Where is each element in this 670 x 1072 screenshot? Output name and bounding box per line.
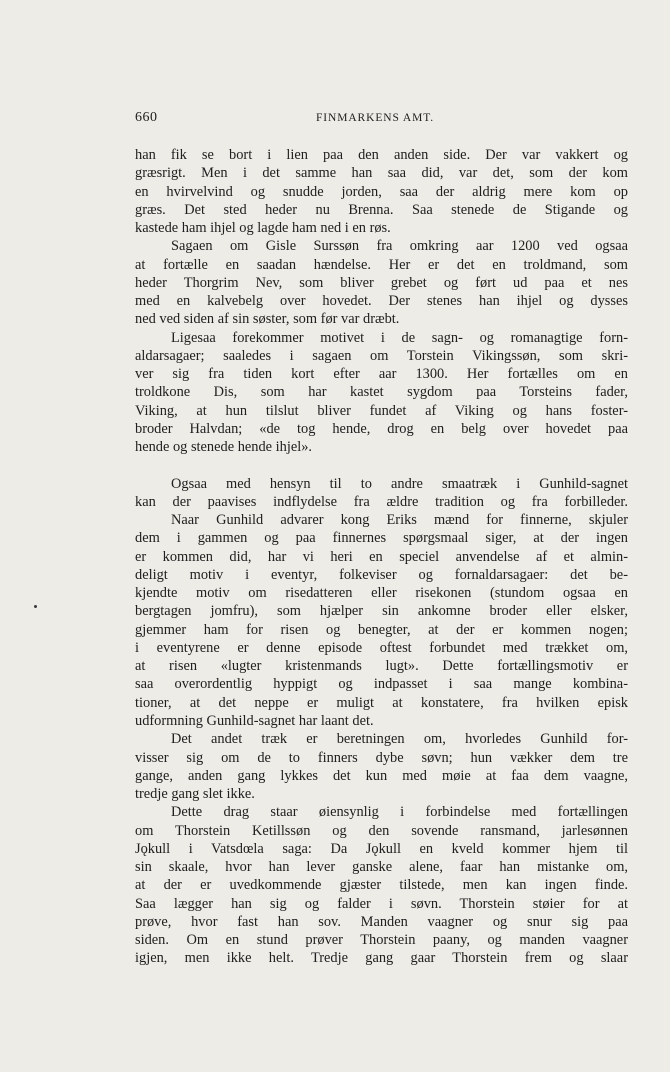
text-line: gjemmer ham for risen og benegter, at der er kommen nogen; (135, 621, 628, 638)
text-line: siden. Om en stund prøver Thorstein paany, og manden vaagner (135, 932, 628, 949)
text-line: heder Thorgrim Nev, som bliver grebet og ført ud paa et nes (135, 274, 628, 291)
text-line: i eventyrene er denne episode oftest forbundet med trækket om, (135, 639, 628, 656)
paragraph (135, 329, 628, 457)
text-line: at risen «lugter kristenmands lugt». Dette fortællingsmotiv er (135, 658, 628, 675)
body-text (135, 146, 628, 968)
paper-speck (34, 605, 37, 608)
text-line: deligt motiv i eventyr, folkeviser og fornaldarsagaer: det be- (135, 566, 628, 583)
text-line: tredje gang slet ikke. (135, 786, 255, 803)
text-line: visser sig om de to finners dybe søvn; hun vækker dem tre (135, 749, 628, 766)
text-line: troldkone Dis, som har kastet sygdom paa Torsteins fader, (135, 384, 628, 401)
paragraph (135, 511, 628, 730)
text-line: hende og stenede hende ihjel». (135, 439, 313, 456)
paragraph (135, 475, 628, 512)
running-title: FINMARKENS AMT. (316, 112, 435, 124)
text-line: Dette drag staar øiensynlig i forbindelse med fortællingen (171, 804, 628, 821)
text-line: Saa lægger han sig og falder i søvn. Thorstein støier for at (135, 895, 628, 912)
text-line: græsrigt. Men i det samme han saa did, var det, som der kom (135, 165, 628, 182)
text-line: saa overordentlig hyppigt og indpasset i saa mange kombina- (135, 676, 628, 693)
text-line: Naar Gunhild advarer kong Eriks mænd for finnerne, skjuler (171, 512, 628, 529)
text-line: igjen, men ikke helt. Tredje gang gaar Thorstein frem og slaar (135, 950, 628, 967)
paragraph (135, 146, 628, 237)
text-line: er kommen did, har vi heri en speciel anvendelse af et almin- (135, 548, 628, 565)
text-line: med en kalvebelg over hovedet. Der stenes han ihjel og dysses (135, 293, 628, 310)
text-line: ver sig fra tiden kort efter aar 1300. Her fortælles om en (135, 366, 628, 383)
text-line: aldarsagaer; saaledes i sagaen om Torstein Vikingssøn, som skri- (135, 347, 628, 364)
text-line: broder Halvdan; «de tog hende, drog en belg over hovedet paa (135, 420, 628, 437)
text-line: bergtagen jomfru), som hjælper sin ankomne broder eller elsker, (135, 603, 628, 620)
text-line: græs. Det sted heder nu Brenna. Saa stenede de Stigande og (135, 201, 628, 218)
text-line: kastede ham ihjel og lagde ham ned i en røs. (135, 220, 391, 237)
paragraph (135, 730, 628, 803)
text-line: en hvirvelvind og snudde jorden, saa der aldrig mere kom op (135, 183, 628, 200)
text-line: sin skaale, hvor han lever ganske alene, faar han mistanke om, (135, 859, 628, 876)
text-line: kjendte motiv om risedatteren eller risekonen (stundom ogsaa en (135, 585, 628, 602)
text-line: om Thorstein Ketillssøn og den sovende ransmand, jarlesønnen (135, 822, 628, 839)
page-header (0, 110, 670, 130)
text-line: Sagaen om Gisle Surssøn fra omkring aar 1200 ved ogsaa (171, 238, 628, 255)
text-line: at der er uvedkommende gjæster tilstede, men kan ingen finde. (135, 877, 628, 894)
text-line: Viking, at hun tilslut bliver fundet af Viking og hans foster- (135, 402, 628, 419)
text-line: kan der paavises indflydelse fra ældre tradition og fra forbilleder. (135, 493, 628, 510)
section-gap (135, 457, 628, 475)
text-line: Ogsaa med hensyn til to andre smaatræk i Gunhild-sagnet (171, 475, 628, 492)
text-line: tioner, at det neppe er muligt at konstatere, fra hvilken episk (135, 694, 628, 711)
text-line: dem i gammen og paa finnernes spørgsmaal siger, at der ingen (135, 530, 628, 547)
paragraph (135, 237, 628, 328)
text-line: Ligesaa forekommer motivet i de sagn- og romanagtige forn- (171, 329, 628, 346)
text-line: han fik se bort i lien paa den anden side. Der var vakkert og (135, 147, 628, 163)
page-number: 660 (135, 110, 158, 125)
text-line: Det andet træk er beretningen om, hvorledes Gunhild for- (171, 731, 628, 748)
text-line: gange, anden gang lykkes det kun med møie at faa dem vaagne, (135, 767, 628, 784)
paragraph (135, 803, 628, 967)
text-line: udformning Gunhild-sagnet har laant det. (135, 712, 374, 729)
text-line: prøve, hvor fast han sov. Manden vaagner og snur sig paa (135, 913, 628, 930)
text-line: Jǫkull i Vatsdœla saga: Da Jǫkull en kveld kommer hjem til (135, 840, 628, 857)
text-line: at fortælle en saadan hændelse. Her er det en troldmand, som (135, 256, 628, 273)
text-line: ned ved siden af sin søster, som før var dræbt. (135, 311, 400, 328)
